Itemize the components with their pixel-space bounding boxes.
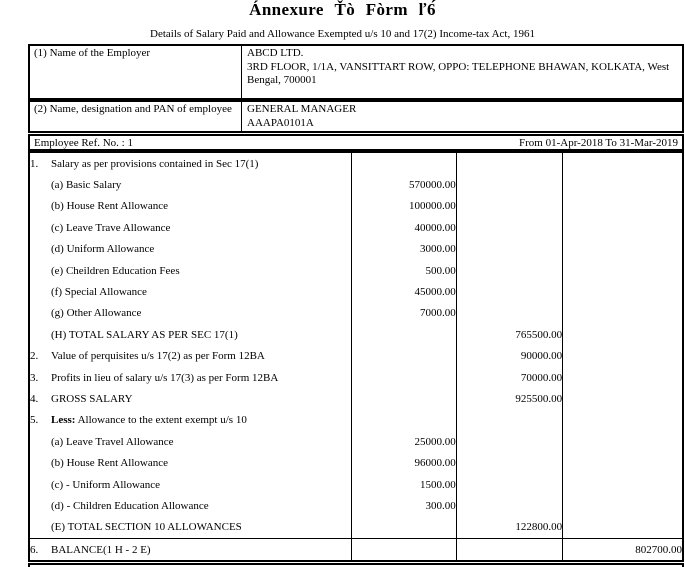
amount-cell-c2 <box>456 495 562 516</box>
table-row <box>29 196 683 217</box>
row-label: (a) Leave Travel Allowance <box>51 435 174 448</box>
table-row <box>29 410 683 431</box>
table-row <box>29 281 683 302</box>
ref-period-bar <box>28 134 684 151</box>
row-label: (c) Leave Trave Allowance <box>51 221 171 234</box>
amount-cell-c2 <box>456 152 562 174</box>
amount-cell-c1 <box>352 324 456 345</box>
employer-address-line-2: Bengal, 700001 <box>247 74 317 86</box>
row-description <box>29 346 352 367</box>
amount-cell-c3 <box>563 281 683 302</box>
amount-cell-c1: 25000.00 <box>352 431 456 452</box>
employee-label: (2) Name, designation and PAN of employee <box>30 102 242 131</box>
period-text: From 01-Apr-2018 To 31-Mar-2019 <box>519 136 678 149</box>
table-row <box>29 539 683 562</box>
amount-cell-c3 <box>563 367 683 388</box>
employee-ref-text: Employee Ref. No. : 1 <box>34 136 133 149</box>
employer-label: (1) Name of the Employer <box>30 46 242 98</box>
row-label: Value of perquisites u/s 17(2) as per Form 12BA <box>51 350 265 363</box>
amount-cell-c1: 96000.00 <box>352 452 456 473</box>
row-description <box>29 196 352 217</box>
row-label: (H) TOTAL SALARY AS PER SEC 17(1) <box>51 328 238 341</box>
amount-cell-c3: 802700.00 <box>563 539 683 562</box>
amount-cell-c3 <box>563 260 683 281</box>
row-description <box>29 367 352 388</box>
table-row <box>29 324 683 345</box>
table-row <box>29 431 683 452</box>
row-label: (d) Uniform Allowance <box>51 243 155 256</box>
amount-cell-c3 <box>563 346 683 367</box>
amount-cell-c2 <box>456 174 562 195</box>
amount-cell-c2 <box>456 303 562 324</box>
row-description <box>29 474 352 495</box>
row-description <box>29 495 352 516</box>
table-row <box>29 152 683 174</box>
row-number: 2. <box>30 350 39 363</box>
amount-cell-c1 <box>352 388 456 409</box>
row-label: (g) Other Allowance <box>51 307 142 320</box>
row-label: (c) - Uniform Allowance <box>51 478 161 491</box>
row-label-bold-prefix: Less: <box>51 414 76 427</box>
row-number: 4. <box>30 392 39 405</box>
amount-cell-c1: 500.00 <box>352 260 456 281</box>
amount-cell-c2 <box>456 452 562 473</box>
amount-cell-c3 <box>563 388 683 409</box>
amount-cell-c3 <box>563 152 683 174</box>
amount-cell-c1 <box>352 539 456 562</box>
table-row <box>29 474 683 495</box>
amount-cell-c2 <box>456 539 562 562</box>
amount-cell-c2: 70000.00 <box>456 367 562 388</box>
amount-cell-c2: 925500.00 <box>456 388 562 409</box>
amount-cell-c3 <box>563 452 683 473</box>
table-row <box>29 367 683 388</box>
table-row <box>29 517 683 539</box>
amount-cell-c1: 300.00 <box>352 495 456 516</box>
amount-cell-c2 <box>456 196 562 217</box>
row-label: (E) TOTAL SECTION 10 ALLOWANCES <box>51 521 242 534</box>
amount-cell-c3 <box>563 431 683 452</box>
amount-cell-c1 <box>352 152 456 174</box>
table-row <box>29 452 683 473</box>
table-row <box>29 239 683 260</box>
row-label: Less: Allowance to the extent exempt u/s 10 <box>51 414 247 427</box>
amount-cell-c1 <box>352 367 456 388</box>
table-row <box>29 495 683 516</box>
employer-name-line: ABCD LTD. <box>247 47 304 59</box>
amount-cell-c2 <box>456 474 562 495</box>
amount-cell-c1 <box>352 410 456 431</box>
row-description <box>29 152 352 174</box>
amount-cell-c1: 100000.00 <box>352 196 456 217</box>
row-label: (b) House Rent Allowance <box>51 457 168 470</box>
row-number: 3. <box>30 371 39 384</box>
employee-row <box>28 100 684 133</box>
amount-cell-c3 <box>563 196 683 217</box>
row-description <box>29 303 352 324</box>
page-subtitle: Details of Salary Paid and Allowance Exempted u/s 10 and 17(2) Income-tax Act, 1961 <box>150 28 535 40</box>
salary-table <box>28 151 684 562</box>
amount-cell-c2: 90000.00 <box>456 346 562 367</box>
row-label: (b) House Rent Allowance <box>51 200 168 213</box>
row-label: (a) Basic Salary <box>51 179 122 192</box>
employee-designation: GENERAL MANAGER <box>247 103 357 115</box>
row-description <box>29 388 352 409</box>
row-description <box>29 324 352 345</box>
table-row <box>29 260 683 281</box>
amount-cell-c2 <box>456 239 562 260</box>
amount-cell-c2 <box>456 281 562 302</box>
table-row <box>29 303 683 324</box>
row-description <box>29 539 352 562</box>
row-description <box>29 239 352 260</box>
amount-cell-c3 <box>563 410 683 431</box>
amount-cell-c3 <box>563 474 683 495</box>
row-number: 5. <box>30 414 39 427</box>
row-description <box>29 281 352 302</box>
amount-cell-c2: 122800.00 <box>456 517 562 539</box>
amount-cell-c2: 765500.00 <box>456 324 562 345</box>
amount-cell-c1: 3000.00 <box>352 239 456 260</box>
amount-cell-c1: 7000.00 <box>352 303 456 324</box>
table-row <box>29 217 683 238</box>
table-row <box>29 174 683 195</box>
employee-value <box>242 102 682 131</box>
row-number: 1. <box>30 157 39 170</box>
row-description <box>29 260 352 281</box>
amount-cell-c2 <box>456 431 562 452</box>
amount-cell-c1: 45000.00 <box>352 281 456 302</box>
row-label: (f) Special Allowance <box>51 286 147 299</box>
amount-cell-c1: 570000.00 <box>352 174 456 195</box>
amount-cell-c3 <box>563 495 683 516</box>
row-number: 6. <box>30 543 39 556</box>
row-description <box>29 174 352 195</box>
row-description <box>29 410 352 431</box>
row-label: BALANCE(1 H - 2 E) <box>51 543 151 556</box>
amount-cell-c3 <box>563 324 683 345</box>
row-description <box>29 431 352 452</box>
amount-cell-c3 <box>563 217 683 238</box>
amount-cell-c2 <box>456 217 562 238</box>
amount-cell-c3 <box>563 239 683 260</box>
amount-cell-c2 <box>456 260 562 281</box>
row-description <box>29 217 352 238</box>
row-label: (d) - Children Education Allowance <box>51 499 209 512</box>
row-label: Profits in lieu of salary u/s 17(3) as per Form 12BA <box>51 371 279 384</box>
amount-cell-c3 <box>563 174 683 195</box>
row-description <box>29 517 352 539</box>
table-row <box>29 346 683 367</box>
employer-value <box>242 46 682 98</box>
employer-row <box>28 44 684 100</box>
table-row <box>29 388 683 409</box>
next-section-edge <box>28 563 684 567</box>
page-title: Ánnexure Ťò Fòrm ľ6́ <box>249 0 436 19</box>
row-label: (e) Cheildren Education Fees <box>51 264 180 277</box>
amount-cell-c3 <box>563 517 683 539</box>
employer-address-line-1: 3RD FLOOR, 1/1A, VANSITTART ROW, OPPO: TELEPHONE BHAWAN, KOLKATA, West <box>247 60 670 73</box>
amount-cell-c1 <box>352 346 456 367</box>
row-description <box>29 452 352 473</box>
amount-cell-c1: 40000.00 <box>352 217 456 238</box>
row-label: GROSS SALARY <box>51 392 133 405</box>
employee-pan: AAAPA0101A <box>247 116 314 129</box>
amount-cell-c2 <box>456 410 562 431</box>
row-label: Salary as per provisions contained in Sec 17(1) <box>51 157 259 170</box>
amount-cell-c1 <box>352 517 456 539</box>
amount-cell-c3 <box>563 303 683 324</box>
amount-cell-c1: 1500.00 <box>352 474 456 495</box>
